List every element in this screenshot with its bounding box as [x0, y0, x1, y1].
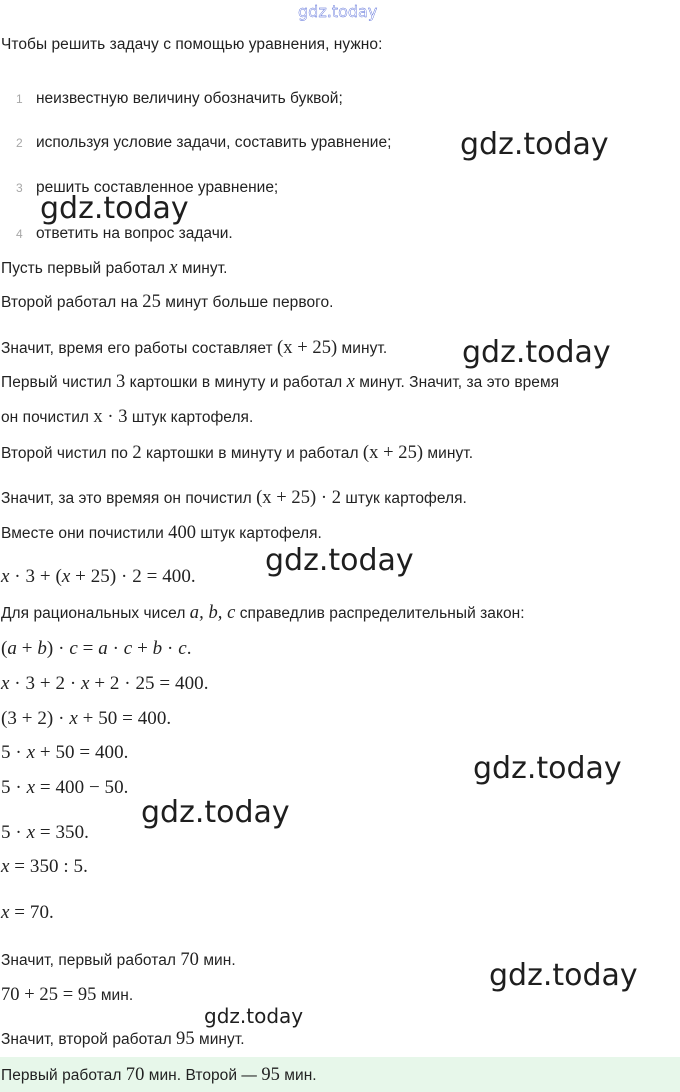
text-line: Значит, время его работы составляет (x + 25) минут.	[1, 338, 388, 358]
equation: 5 · x = 350.	[1, 822, 89, 843]
list-number: 1	[16, 92, 23, 106]
equation: x = 350 : 5.	[1, 856, 88, 877]
equation: 5 · x = 400 − 50.	[1, 777, 129, 798]
list-number: 2	[16, 136, 23, 150]
answer-box	[0, 1057, 680, 1092]
text-line: Второй чистил по 2 картошки в минуту и работал (x + 25) минут.	[1, 443, 474, 463]
watermark: gdz.today	[40, 191, 189, 226]
text-line: Значит, за это времяя он почистил (x + 25) · 2 штук картофеля.	[1, 488, 467, 508]
text-line: Значит, второй работал 95 минут.	[1, 1029, 245, 1049]
text-line: Пусть первый работал x минут.	[1, 258, 228, 278]
equation: x · 3 + 2 · x + 2 · 25 = 400.	[1, 673, 209, 694]
equation: x = 70.	[1, 902, 54, 923]
equation: (a + b) · c = a · c + b · c.	[1, 638, 192, 659]
equation: 5 · x + 50 = 400.	[1, 742, 129, 763]
text-line: Вместе они почистили 400 штук картофеля.	[1, 523, 322, 543]
list-number: 4	[16, 227, 23, 241]
text-line: Первый чистил 3 картошки в минуту и работал x минут. Значит, за это время	[1, 372, 560, 392]
watermark: gdz.today	[460, 127, 609, 162]
watermark: gdz.today	[462, 335, 611, 370]
intro-text: Чтобы решить задачу с помощью уравнения, нужно:	[1, 36, 383, 53]
list-number: 3	[16, 181, 23, 195]
text-line: 70 + 25 = 95 мин.	[1, 985, 134, 1005]
list-text: решить составленное уравнение;	[36, 179, 279, 196]
text-line: Для рациональных чисел a, b, c справедлив распределительный закон:	[1, 603, 525, 623]
text-line: он почистил x · 3 штук картофеля.	[1, 407, 254, 427]
watermark: gdz.today	[489, 958, 638, 993]
equation: x · 3 + (x + 25) · 2 = 400.	[1, 566, 196, 587]
watermark-small: gdz.today	[204, 1004, 304, 1028]
text-line: Значит, первый работал 70 мин.	[1, 950, 236, 970]
list-text: неизвестную величину обозначить буквой;	[36, 90, 343, 107]
watermark-top: gdz.today	[298, 2, 378, 21]
list-text: используя условие задачи, составить уравнение;	[36, 134, 392, 151]
watermark: gdz.today	[473, 751, 622, 786]
watermark: gdz.today	[265, 543, 414, 578]
equation: (3 + 2) · x + 50 = 400.	[1, 708, 172, 729]
list-text: ответить на вопрос задачи.	[36, 225, 233, 242]
watermark: gdz.today	[141, 795, 290, 830]
answer-text: Первый работал 70 мин. Второй — 95 мин.	[1, 1065, 317, 1085]
text-line: Второй работал на 25 минут больше первого.	[1, 292, 334, 312]
